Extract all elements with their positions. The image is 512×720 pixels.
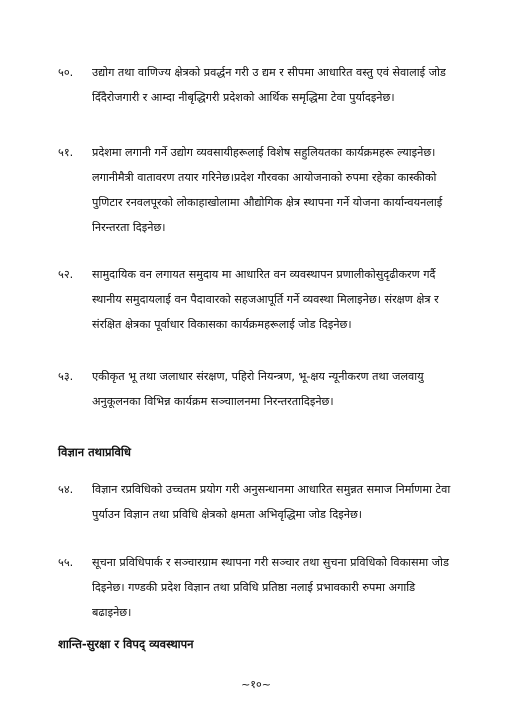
paragraph-52 xyxy=(58,262,458,337)
page-number: ~१०~ xyxy=(241,678,271,691)
paragraph-number: ५३. xyxy=(58,370,74,383)
section-heading-science-technology: विज्ञान तथाप्रविधि xyxy=(58,445,131,459)
paragraph-50 xyxy=(58,60,458,110)
paragraph-51 xyxy=(58,140,458,240)
paragraph-text: उद्योग तथा वाणिज्य क्षेत्रको प्रवर्द्धन गरी उ द्यम र सीपमा आधारित वस्तु एवं सेवालाई जोड दिँदैरोजगारी र आम्दा नीबृद्धिगरी प्रदेशको आर्थिक समृद्धिमा टेवा पुर्यादइनेछ। xyxy=(92,66,446,104)
paragraph-text: सूचना प्रविधिपार्क र सञ्चारग्राम स्थापना गरी सञ्चार तथा सुचना प्रविधिको विकासमा जोड दिइनेछ। गण्डकी प्रदेश विज्ञान तथा प्रविधि प्रतिष्ठा नलाई प्रभावकारी रुपमा अगाडि बढाइनेछ। xyxy=(92,556,449,619)
paragraph-54 xyxy=(58,477,458,527)
paragraph-number: ५४. xyxy=(58,483,74,496)
paragraph-text: एकीकृत भू तथा जलाधार संरक्षण, पहिरो नियन्त्रण, भू-क्षय न्यूनीकरण तथा जलवायु अनुकूलनका विभिन्न कार्यक्रम सञ्चाालनमा निरन्तरतादिइनेछ। xyxy=(92,370,424,408)
paragraph-text: प्रदेशमा लगानी गर्ने उद्योग व्यवसायीहरूलाई विशेष सहुलियतका कार्यक्रमहरू ल्याइनेछ। लगानीमैत्री वातावरण तयार गरिनेछ।प्रदेश गौरवका आयोजनाको रुपमा रहेका कास्कीको पुणिटार रनवलपूरको लोकाहाखोलामा औद्योगिक क्षेत्र स्थापना गर्ने योजना कार्यान्वयनलाई निरन्तरता दिइनेछ। xyxy=(92,146,443,234)
paragraph-number: ५०. xyxy=(58,66,74,79)
paragraph-number: ५५. xyxy=(58,556,74,569)
paragraph-53 xyxy=(58,364,458,414)
paragraph-number: ५१. xyxy=(58,146,74,159)
section-heading-peace-security-disaster: शान्ति-सुरक्षा र विपद् व्यवस्थापन xyxy=(58,637,194,651)
paragraph-number: ५२. xyxy=(58,268,74,281)
paragraph-55 xyxy=(58,550,458,625)
paragraph-text: सामुदायिक वन लगायत समुदाय मा आधारित वन व्यवस्थापन प्रणालीकोसुदृढीकरण गर्दै स्थानीय समुदायलाई वन पैदावारको सहजआपूर्ति गर्ने व्यवस्था मिलाइनेछ। संरक्षण क्षेत्र र संरक्षित क्षेत्रका पूर्वाधार विकासका कार्यक्रमहरूलाई जोड दिइनेछ। xyxy=(92,268,439,331)
paragraph-text: विज्ञान रप्रविधिको उच्चतम प्रयोग गरी अनुसन्धानमा आधारित समुन्नत समाज निर्माणमा टेवा पुर्याउन विज्ञान तथा प्रविधि क्षेत्रको क्षमता अभिवृद्धिमा जोड दिइनेछ। xyxy=(92,483,451,521)
